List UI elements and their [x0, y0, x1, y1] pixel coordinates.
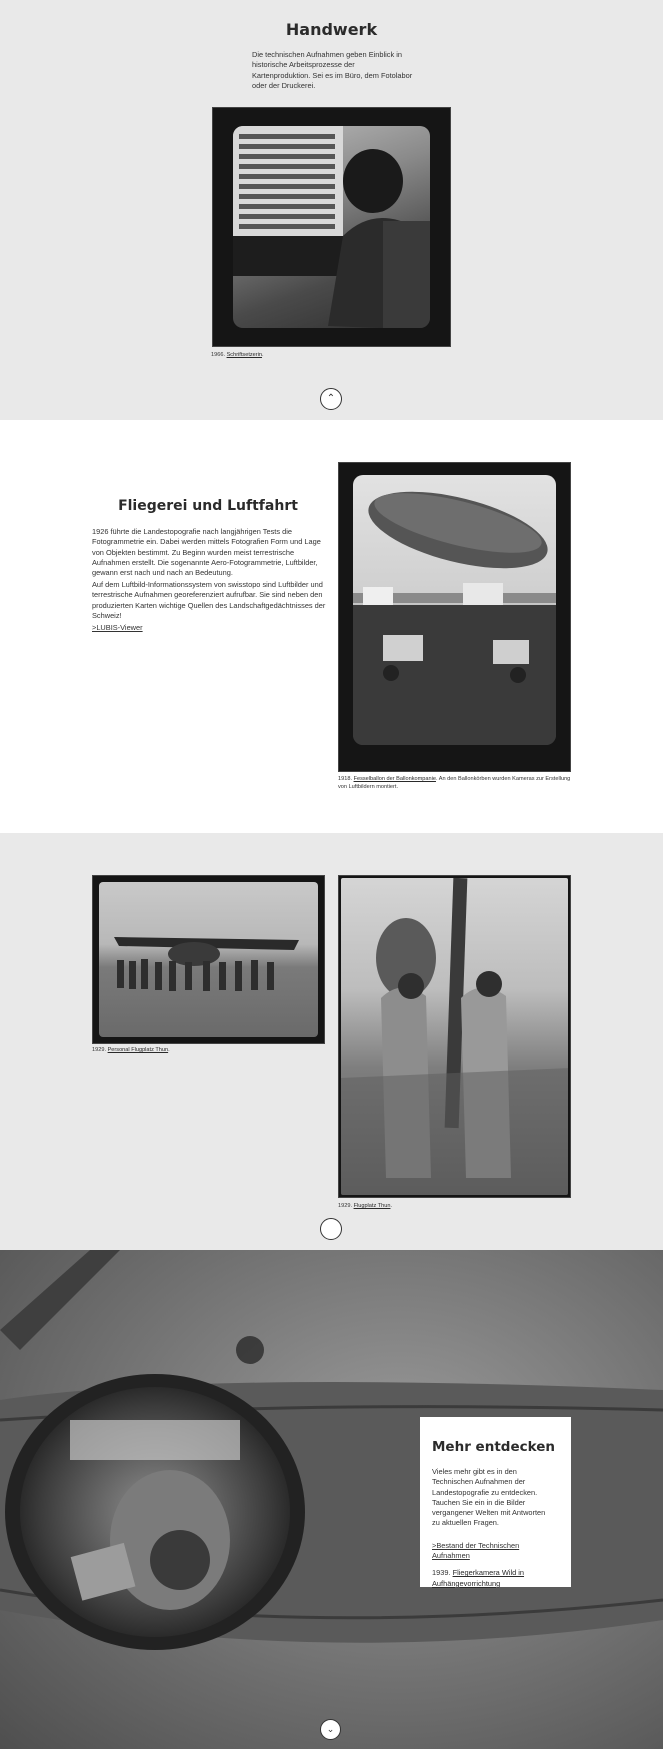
- paragraph-lubis: Auf dem Luftbild-Informationssystem von swisstopo sind Luftbilder und terrestrische Aufnahmen georeferenziert aufrufbar. Sie sind neben den produzierten Karten wichtige Quellen des Landschaftgedächtnisses der Schweiz!: [92, 580, 326, 620]
- photo-flugplatz-thun[interactable]: [338, 875, 571, 1198]
- info-card: [420, 1417, 571, 1587]
- caption-link-fliegerkamera[interactable]: Fliegerkamera Wild in Aufhängevorrichtung: [432, 1568, 525, 1588]
- airfield-staff-image: [99, 882, 318, 1037]
- photo-caption: [338, 1202, 572, 1210]
- scroll-up-button[interactable]: [320, 388, 342, 410]
- scroll-down-button[interactable]: [320, 1719, 341, 1740]
- caption-link-fesselballon[interactable]: Fesselballon der Ballonkompanie: [353, 776, 436, 782]
- caption-year: 1966.: [211, 352, 225, 358]
- card-caption: [432, 1568, 555, 1589]
- typesetting-scene-image: [233, 126, 430, 328]
- photo-caption: [211, 351, 451, 359]
- chevron-up-icon: ⌃: [326, 393, 336, 404]
- bestand-link[interactable]: >Bestand der Technischen Aufnahmen: [432, 1540, 520, 1561]
- caption-year: 1929.: [92, 1047, 106, 1053]
- section-title: Handwerk: [285, 20, 378, 39]
- photo-fesselballon[interactable]: [338, 462, 571, 772]
- photo-caption: [92, 1046, 326, 1054]
- caption-end: . An den Ballonkörben wurden Kameras zur Erstellung von Luftbildern montiert.: [338, 776, 571, 790]
- caption-link-personal-flugplatz[interactable]: Personal Flugplatz Thun: [107, 1047, 169, 1053]
- photo-caption: [338, 775, 572, 791]
- caption-year: 1939.: [432, 1568, 451, 1578]
- caption-end: .: [168, 1047, 170, 1053]
- card-text: Vieles mehr gibt es in den Technischen Aufnahmen der Landestopografie zu entdecken. Tauchen Sie ein in die Bilder vergangener Welten mit Antworten zu aktuellen Fragen.: [432, 1467, 546, 1528]
- caption-year: 1918.: [338, 776, 352, 782]
- section-handwerk: [0, 0, 663, 420]
- photo-personal-flugplatz[interactable]: [92, 875, 325, 1044]
- card-title: Mehr entdecken: [432, 1439, 555, 1455]
- section-flugplatz: [0, 833, 663, 1250]
- caption-end: .: [390, 1203, 393, 1209]
- lubis-viewer-link[interactable]: >LUBIS-Viewer: [92, 623, 143, 632]
- chevron-down-icon: ⌄: [326, 1724, 335, 1734]
- section-title: Fliegerei und Luftfahrt: [118, 498, 298, 514]
- caption-link-schriftsetzerin[interactable]: Schriftsetzerin: [226, 352, 263, 358]
- caption-end: .: [262, 352, 264, 358]
- balloon-scene-image: [353, 475, 556, 745]
- section-fliegerei: [0, 420, 663, 833]
- section-intro-text: Die technischen Aufnahmen geben Einblick in historische Arbeitsprozesse der Kartenproduktion. Sei es im Büro, dem Fotolabor oder der Druckerei.: [252, 50, 413, 90]
- scroll-button[interactable]: [320, 1218, 342, 1240]
- section-mehr-entdecken: [0, 1250, 663, 1749]
- circle-icon: [321, 1219, 341, 1239]
- caption-link-flugplatz-thun[interactable]: Flugplatz Thun: [353, 1203, 391, 1209]
- paragraph-fotogrammetrie: 1926 führte die Landestopografie nach langjährigen Tests die Fotogrammetrie ein. Dabei werden mittels Fotografien Form und Lage von Objekten bestimmt. Zu Beginn wurden meist terrestrische Aufnahmen erstellt. Die sogenannte Aero-Fotogrammetrie, Luftbilder, gewann erst nach und nach an Bedeutung.: [92, 527, 321, 578]
- pilots-propeller-image: [341, 878, 568, 1195]
- photo-schriftsetzerin[interactable]: [212, 107, 451, 347]
- caption-year: 1929.: [338, 1203, 352, 1209]
